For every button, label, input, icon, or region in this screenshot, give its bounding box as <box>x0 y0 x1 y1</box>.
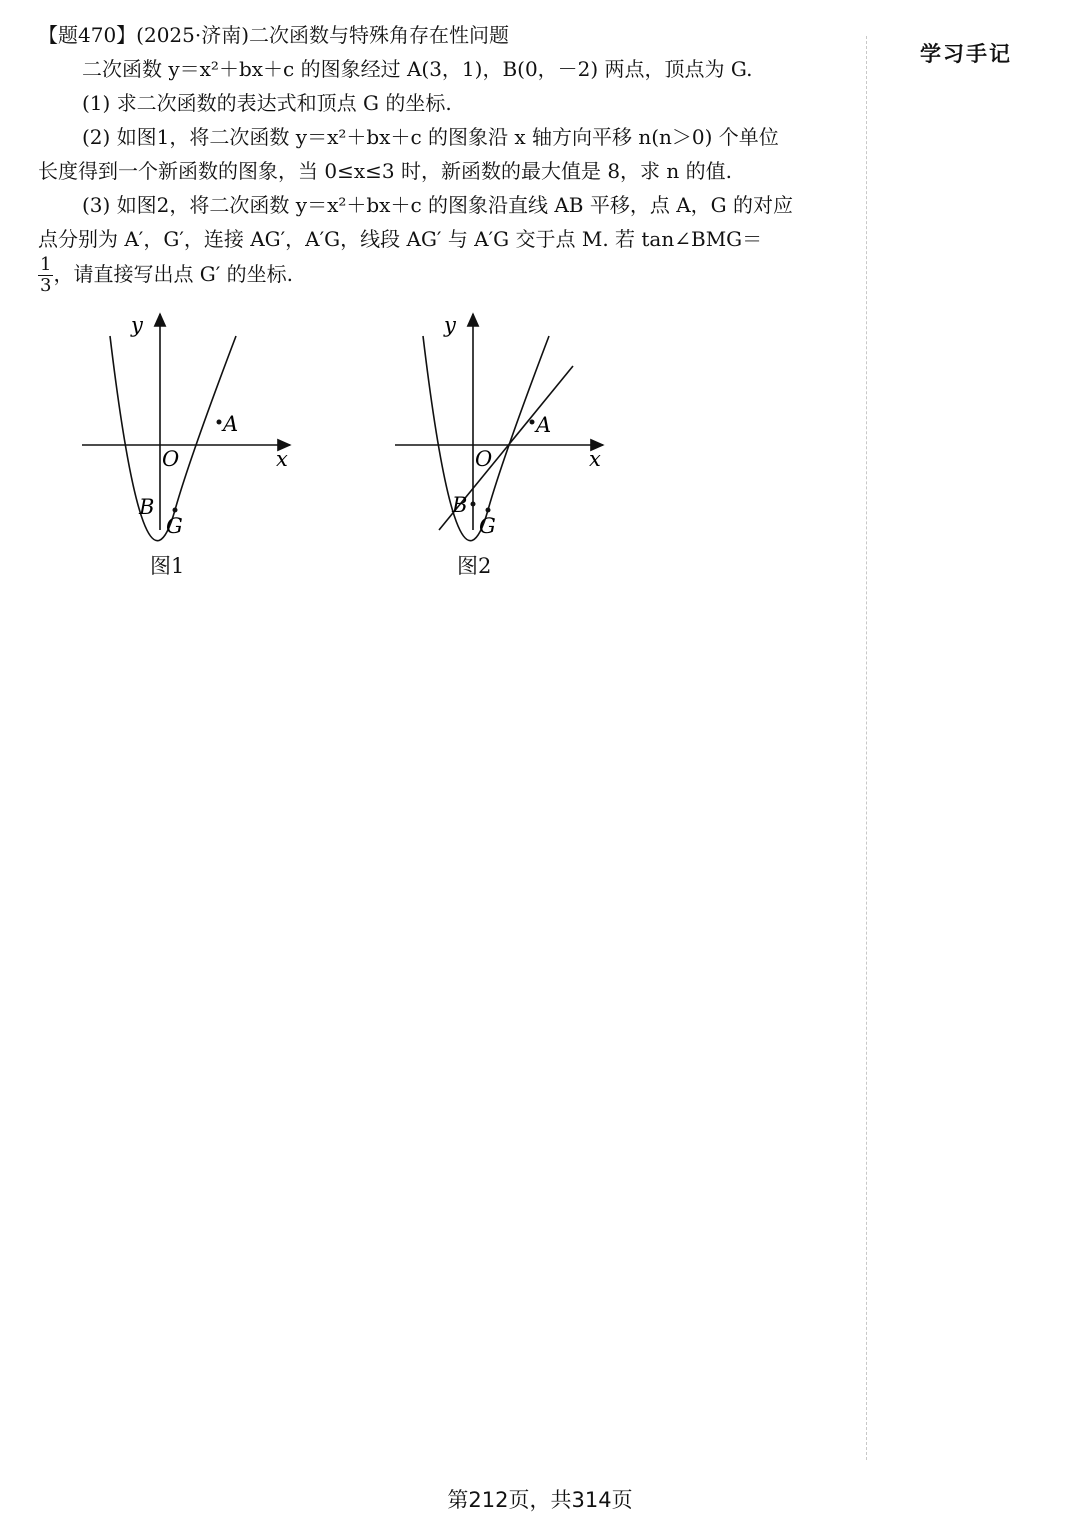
point-b-label: B <box>452 493 468 517</box>
figure-2 <box>391 308 621 578</box>
point-g-dot <box>173 508 178 513</box>
question-1: (1) 求二次函数的表达式和顶点 G 的坐标. <box>82 91 452 115</box>
figure-2-graph <box>391 308 621 543</box>
point-a-label: A <box>536 413 552 437</box>
figure-2-caption: 图2 <box>457 554 492 578</box>
problem-header-text: 【题470】(2025·济南)二次函数与特殊角存在性问题 <box>38 23 510 47</box>
problem-intro: 二次函数 y＝x²＋bx＋c 的图象经过 A(3，1)，B(0，－2) 两点，顶点为 G. <box>82 57 753 81</box>
notes-title: 学习手记 <box>920 42 1012 66</box>
question-3-line-1: (3) 如图2，将二次函数 y＝x²＋bx＋c 的图象沿直线 AB 平移，点 A，G 的对应 <box>82 193 793 217</box>
notes-divider <box>866 36 867 1460</box>
page-footer: 第212页，共314页 <box>447 1488 633 1512</box>
question-3-line-2: 点分别为 A′，G′，连接 AG′，A′G，线段 AG′ 与 A′G 交于点 M. 若 tan∠BMG＝ <box>38 227 763 251</box>
problem-content <box>38 18 850 296</box>
point-g-label: G <box>166 514 183 538</box>
point-a-label: A <box>223 412 239 436</box>
x-axis-label: x <box>589 447 601 471</box>
figures-area <box>78 308 618 598</box>
question-2-line-1: (2) 如图1，将二次函数 y＝x²＋bx＋c 的图象沿 x 轴方向平移 n(n＞0) 个单位 <box>82 125 779 149</box>
fraction-denominator: 3 <box>40 275 52 296</box>
point-g-dot <box>486 508 491 513</box>
origin-label: O <box>162 447 180 471</box>
figure-1-graph <box>78 308 308 543</box>
problem-header <box>38 18 850 52</box>
x-axis-label: x <box>276 447 288 471</box>
question-3-line-3-text: ，请直接写出点 G′ 的坐标. <box>53 262 294 286</box>
question-3-line-3 <box>38 252 850 296</box>
figure-1 <box>78 308 308 578</box>
y-axis-label: y <box>444 313 456 337</box>
figure-1-caption: 图1 <box>150 554 185 578</box>
point-b-dot <box>471 502 476 507</box>
y-axis-label: y <box>131 313 143 337</box>
fraction-one-third <box>38 255 53 296</box>
question-2-line-2: 长度得到一个新函数的图象，当 0≤x≤3 时，新函数的最大值是 8，求 n 的值. <box>38 159 732 183</box>
point-a-dot <box>530 420 535 425</box>
fraction-numerator: 1 <box>40 254 52 275</box>
point-a-dot <box>217 420 222 425</box>
point-b-label: B <box>139 495 155 519</box>
point-g-label: G <box>479 514 496 538</box>
origin-label: O <box>475 447 493 471</box>
